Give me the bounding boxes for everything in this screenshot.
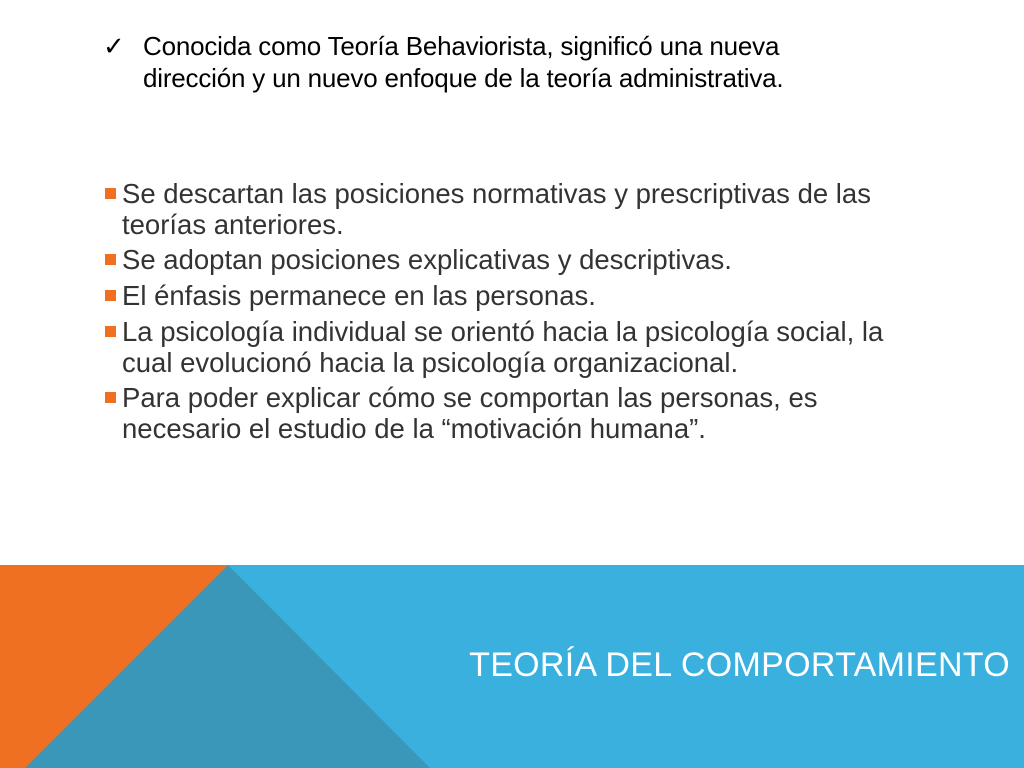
checkmark-icon: ✓: [103, 31, 125, 61]
square-bullet-icon: [103, 382, 122, 414]
bullet-text: El énfasis permanece en las personas.: [122, 280, 596, 311]
list-item: [103, 382, 923, 444]
slide-title: TEORÍA DEL COMPORTAMIENTO: [469, 646, 1010, 684]
square-bullet-icon: [103, 280, 122, 312]
square-bullet-icon: [103, 316, 122, 348]
list-item: [103, 280, 923, 312]
list-item: [103, 244, 923, 276]
bullet-text: Se descartan las posiciones normativas y prescriptivas de las teorías anteriores.: [122, 178, 871, 240]
bullet-text: Se adoptan posiciones explicativas y descriptivas.: [122, 244, 732, 275]
bullet-text: La psicología individual se orientó hacia la psicología social, la cual evolucionó hacia la psicología organizacional.: [122, 316, 884, 378]
list-item: [103, 178, 923, 240]
bullet-text: Para poder explicar cómo se comportan las personas, es necesario el estudio de la “motivación humana”.: [122, 382, 818, 444]
intro-text: Conocida como Teoría Behaviorista, significó una nueva dirección y un nuevo enfoque de la teoría administrativa.: [143, 31, 784, 93]
square-bullet-icon: [103, 178, 122, 210]
square-bullet-icon: [103, 244, 122, 276]
list-item: [103, 316, 923, 378]
footer-band: [0, 565, 1024, 768]
intro-paragraph: [103, 30, 863, 94]
bullet-list: [103, 178, 923, 448]
